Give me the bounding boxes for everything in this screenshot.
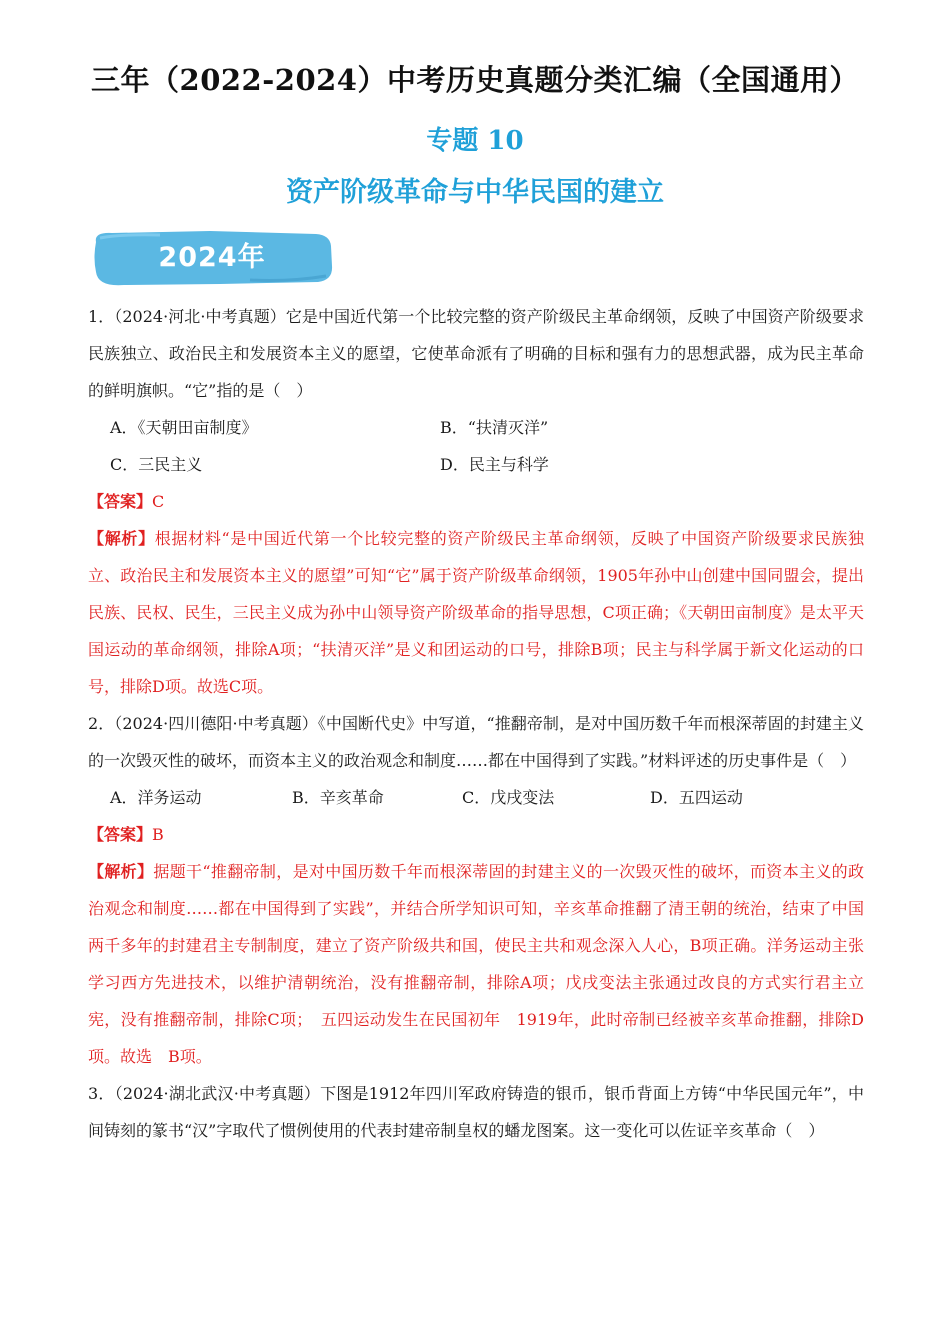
topic-name: 资产阶级革命与中华民国的建立 xyxy=(286,177,664,208)
year-badge xyxy=(90,228,334,288)
question-3-stem: 3．（2024·湖北武汉·中考真题）下图是1912年四川军政府铸造的银币，银币背面上方铸“中华民国元年”，中间铸刻的篆书“汉”字取代了惯例使用的代表封建帝制皇权的蟠龙图案。这一变化可以佐证辛亥革命（ ） xyxy=(88,1084,864,1140)
question-2-option-b: B．辛亥革命 xyxy=(292,788,384,807)
question-2-option-a: A．洋务运动 xyxy=(110,788,202,807)
question-1-options-row2 xyxy=(88,446,864,483)
document-title: 三年（2022-2024）中考历史真题分类汇编（全国通用） xyxy=(91,63,859,97)
analysis-text: 据题干“推翻帝制，是对中国历数千年而根深蒂固的封建主义的一次毁灭性的破坏，而资本主义的政治观念和制度……都在中国得到了实践”，并结合所学知识可知，辛亥革命推翻了清王朝的统治，结束了中国两千多年的封建君主专制制度，建立了资产阶级共和国，使民主共和观念深入人心，B项正确。洋务运动主张学习西方先进技术，以维护清朝统治，没有推翻帝制，排除A项；戊戌变法主张通过改良的方式实行君主立宪，没有推翻帝制，排除C项； 五四运动发生在民国初年 1919年，此时帝制已经被辛亥革命推翻，排除D项。故选 B项。 xyxy=(88,862,864,1066)
question-1-analysis xyxy=(88,520,864,705)
question-1-option-a: A．《天朝田亩制度》 xyxy=(110,418,258,437)
question-2-options xyxy=(88,779,864,816)
answer-value: C xyxy=(152,492,165,511)
analysis-tag: 【解析】 xyxy=(88,529,155,548)
analysis-text: 根据材料“是中国近代第一个比较完整的资产阶级民主革命纲领，反映了中国资产阶级要求民族独立、政治民主和发展资本主义的愿望”可知“它”属于资产阶级革命纲领，1905年孙中山创建中国同盟会，提出民族、民权、民生，三民主义成为孙中山领导资产阶级革命的指导思想，C项正确；《天朝田亩制度》是太平天国运动的革命纲领，排除A项；“扶清灭洋”是义和团运动的口号，排除B项；民主与科学属于新文化运动的口号，排除D项。故选C项。 xyxy=(88,529,864,696)
question-1-option-d: D．民主与科学 xyxy=(440,455,549,474)
answer-value: B xyxy=(152,825,164,844)
analysis-tag: 【解析】 xyxy=(88,862,154,881)
question-2-stem: 2．（2024·四川德阳·中考真题）《中国断代史》中写道，“推翻帝制，是对中国历数千年而根深蒂固的封建主义的一次毁灭性的破坏，而资本主义的政治观念和制度……都在中国得到了实践。”材料评述的历史事件是（ ） xyxy=(88,714,864,770)
topic-number: 专题 10 xyxy=(426,126,524,156)
question-2-option-c: C．戊戌变法 xyxy=(462,788,555,807)
question-1-option-c: C．三民主义 xyxy=(110,455,203,474)
question-2-answer xyxy=(88,816,864,853)
answer-tag: 【答案】 xyxy=(88,825,153,844)
question-2-option-d: D．五四运动 xyxy=(650,788,743,807)
question-1-stem: 1．（2024·河北·中考真题）它是中国近代第一个比较完整的资产阶级民主革命纲领，反映了中国资产阶级要求民族独立、政治民主和发展资本主义的愿望，它使革命派有了明确的目标和强有力的思想武器，成为民主革命的鲜明旗帜。“它”指的是（ ） xyxy=(88,307,864,400)
question-1-option-b: B．“扶清灭洋” xyxy=(440,418,549,437)
year-badge-label: 2024年 xyxy=(158,242,266,273)
question-1-options-row1 xyxy=(88,409,864,446)
question-2-analysis xyxy=(88,853,864,1075)
answer-tag: 【答案】 xyxy=(88,492,153,511)
question-1-answer xyxy=(88,483,864,520)
question-list xyxy=(88,298,864,1149)
